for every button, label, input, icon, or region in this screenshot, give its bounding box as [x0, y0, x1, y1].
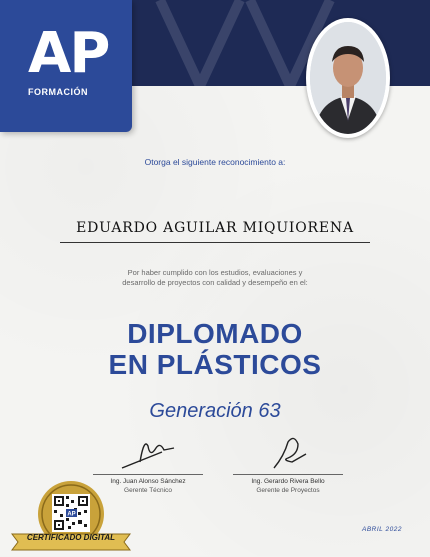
logo-subtitle: FORMACIÓN [28, 87, 88, 97]
reason-line-2: desarrollo de proyectos con calidad y desempeño en el: [122, 278, 308, 287]
name-underline [60, 242, 370, 243]
reason-text [90, 268, 340, 288]
logo-brand: AP [28, 21, 109, 86]
issue-date: ABRIL 2022 [362, 526, 402, 533]
signature-line [233, 474, 343, 475]
generation-label: Generación 63 [149, 400, 281, 422]
signatory-role: Gerente de Proyectos [256, 487, 320, 494]
signature-mark [258, 432, 318, 472]
seal-badge: AP [67, 511, 76, 518]
intro-text: Otorga el siguiente reconocimiento a: [144, 157, 286, 167]
ap-logo [0, 0, 132, 132]
signatory-name: Ing. Juan Alonso Sánchez [110, 478, 186, 485]
signature-mark [118, 432, 178, 472]
signatory-role: Gerente Técnico [124, 487, 172, 494]
person-portrait-icon [310, 22, 386, 134]
recipient-photo-frame [306, 18, 390, 138]
digital-certificate-seal [8, 478, 134, 552]
program-title [0, 318, 430, 380]
signature-line [93, 474, 203, 475]
program-line-2: EN PLÁSTICOS [108, 349, 322, 380]
signature-block-2 [233, 432, 343, 494]
recipient-name: EDUARDO AGUILAR MIQUIORENA [76, 220, 354, 236]
recipient-photo [310, 22, 386, 134]
seal-label: CERTIFICADO DIGITAL [26, 533, 116, 542]
program-line-1: DIPLOMADO [127, 318, 303, 349]
reason-line-1: Por haber cumplido con los estudios, evaluaciones y [127, 268, 303, 277]
signatory-name: Ing. Gerardo Rivera Bello [251, 478, 325, 485]
